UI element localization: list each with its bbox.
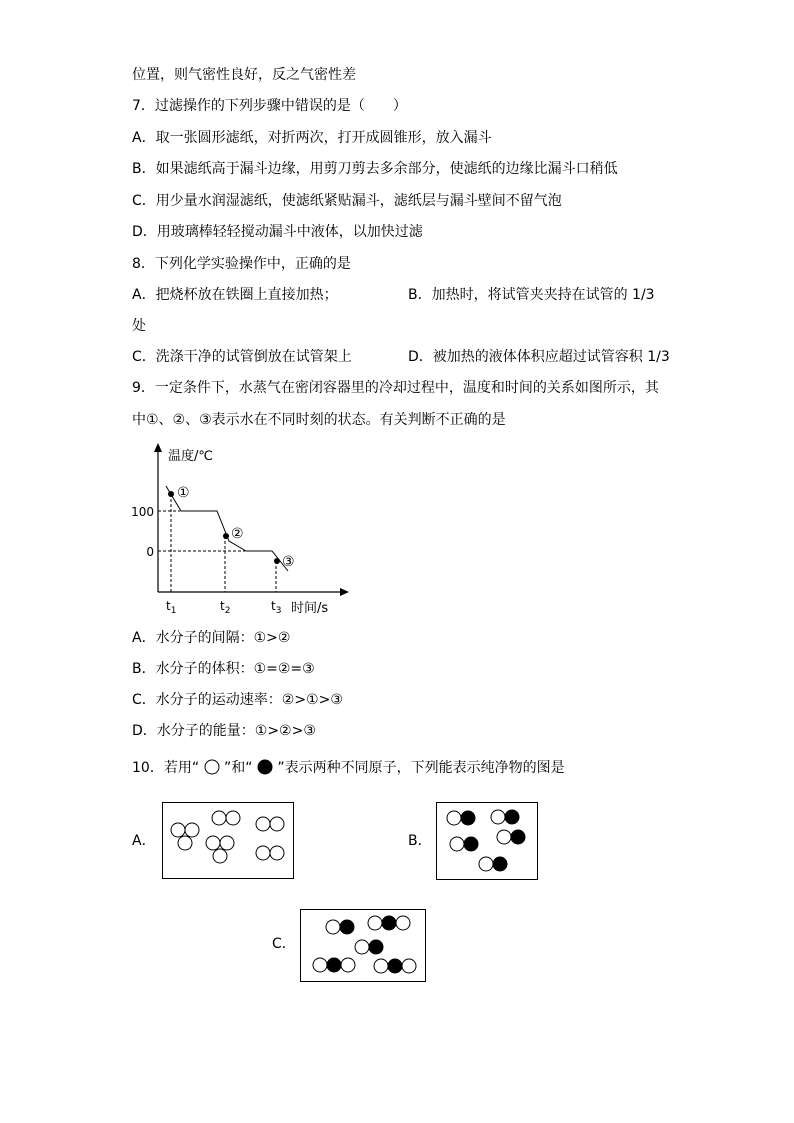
point-1-label: ① xyxy=(177,485,190,501)
x-axis-label: 时间/s xyxy=(291,601,329,616)
option-7b: B．如果滤纸高于漏斗边缘，用剪刀剪去多余部分，使滤纸的边缘比漏斗口稍低 xyxy=(132,161,618,177)
point-3-label: ③ xyxy=(282,554,295,570)
text-line: 位置，则气密性良好，反之气密性差 xyxy=(132,67,356,83)
option-9a: A．水分子的间隔：①>② xyxy=(132,630,291,646)
question-7: 7．过滤操作的下列步骤中错误的是（ ） xyxy=(132,98,407,114)
option-7a: A．取一张圆形滤纸，对折两次，打开成圆锥形，放入漏斗 xyxy=(132,130,492,146)
y-tick-0: 0 xyxy=(146,545,154,559)
option-10b-label: B． xyxy=(408,833,432,849)
point-3 xyxy=(274,558,280,564)
point-2 xyxy=(223,533,229,539)
y-axis-label: 温度/℃ xyxy=(168,449,213,464)
option-9d: D．水分子的能量：①>②>③ xyxy=(132,723,316,739)
option-10b-diagram xyxy=(436,802,538,880)
option-7d: D．用玻璃棒轻轻搅动漏斗中液体，以加快过滤 xyxy=(132,224,423,240)
x-tick-t3: $t_3$ xyxy=(271,599,282,616)
white-atom-icon xyxy=(204,759,220,775)
question-9: 9．一定条件下，水蒸气在密闭容器里的冷却过程中，温度和时间的关系如图所示，其 xyxy=(132,380,659,396)
option-9c: C．水分子的运动速率：②>①>③ xyxy=(132,692,343,708)
option-8d: D．被加热的液体体积应超过试管容积 1/3 xyxy=(408,349,670,365)
x-tick-t2: $t_2$ xyxy=(220,599,231,616)
black-atom-icon xyxy=(257,759,273,775)
question-10: 10．若用“ ”和“ ”表示两种不同原子，下列能表示纯净物的图是 xyxy=(132,760,565,776)
option-10c-diagram xyxy=(300,909,426,982)
option-9b: B．水分子的体积：①=②=③ xyxy=(132,661,315,677)
option-8c: C．洗涤干净的试管倒放在试管架上 xyxy=(132,349,352,365)
option-10c-label: C． xyxy=(272,936,296,952)
point-2-label: ② xyxy=(231,526,244,542)
x-tick-t1: $t_1$ xyxy=(166,599,177,616)
option-7c: C．用少量水润湿滤纸，使滤纸紧贴漏斗，滤纸层与漏斗壁间不留气泡 xyxy=(132,193,562,209)
temperature-time-graph xyxy=(125,440,365,620)
question-8: 8．下列化学实验操作中，正确的是 xyxy=(132,256,351,272)
option-10a-label: A． xyxy=(132,833,156,849)
option-10a-diagram xyxy=(162,802,294,879)
option-8b: B．加热时，将试管夹夹持在试管的 1/3 xyxy=(408,287,655,303)
point-1 xyxy=(168,491,174,497)
y-tick-100: 100 xyxy=(131,505,154,519)
question-9-cont: 中①、②、③表示水在不同时刻的状态。有关判断不正确的是 xyxy=(132,412,506,428)
option-8b-cont: 处 xyxy=(132,318,146,334)
option-8a: A．把烧杯放在铁圈上直接加热； xyxy=(132,287,338,303)
